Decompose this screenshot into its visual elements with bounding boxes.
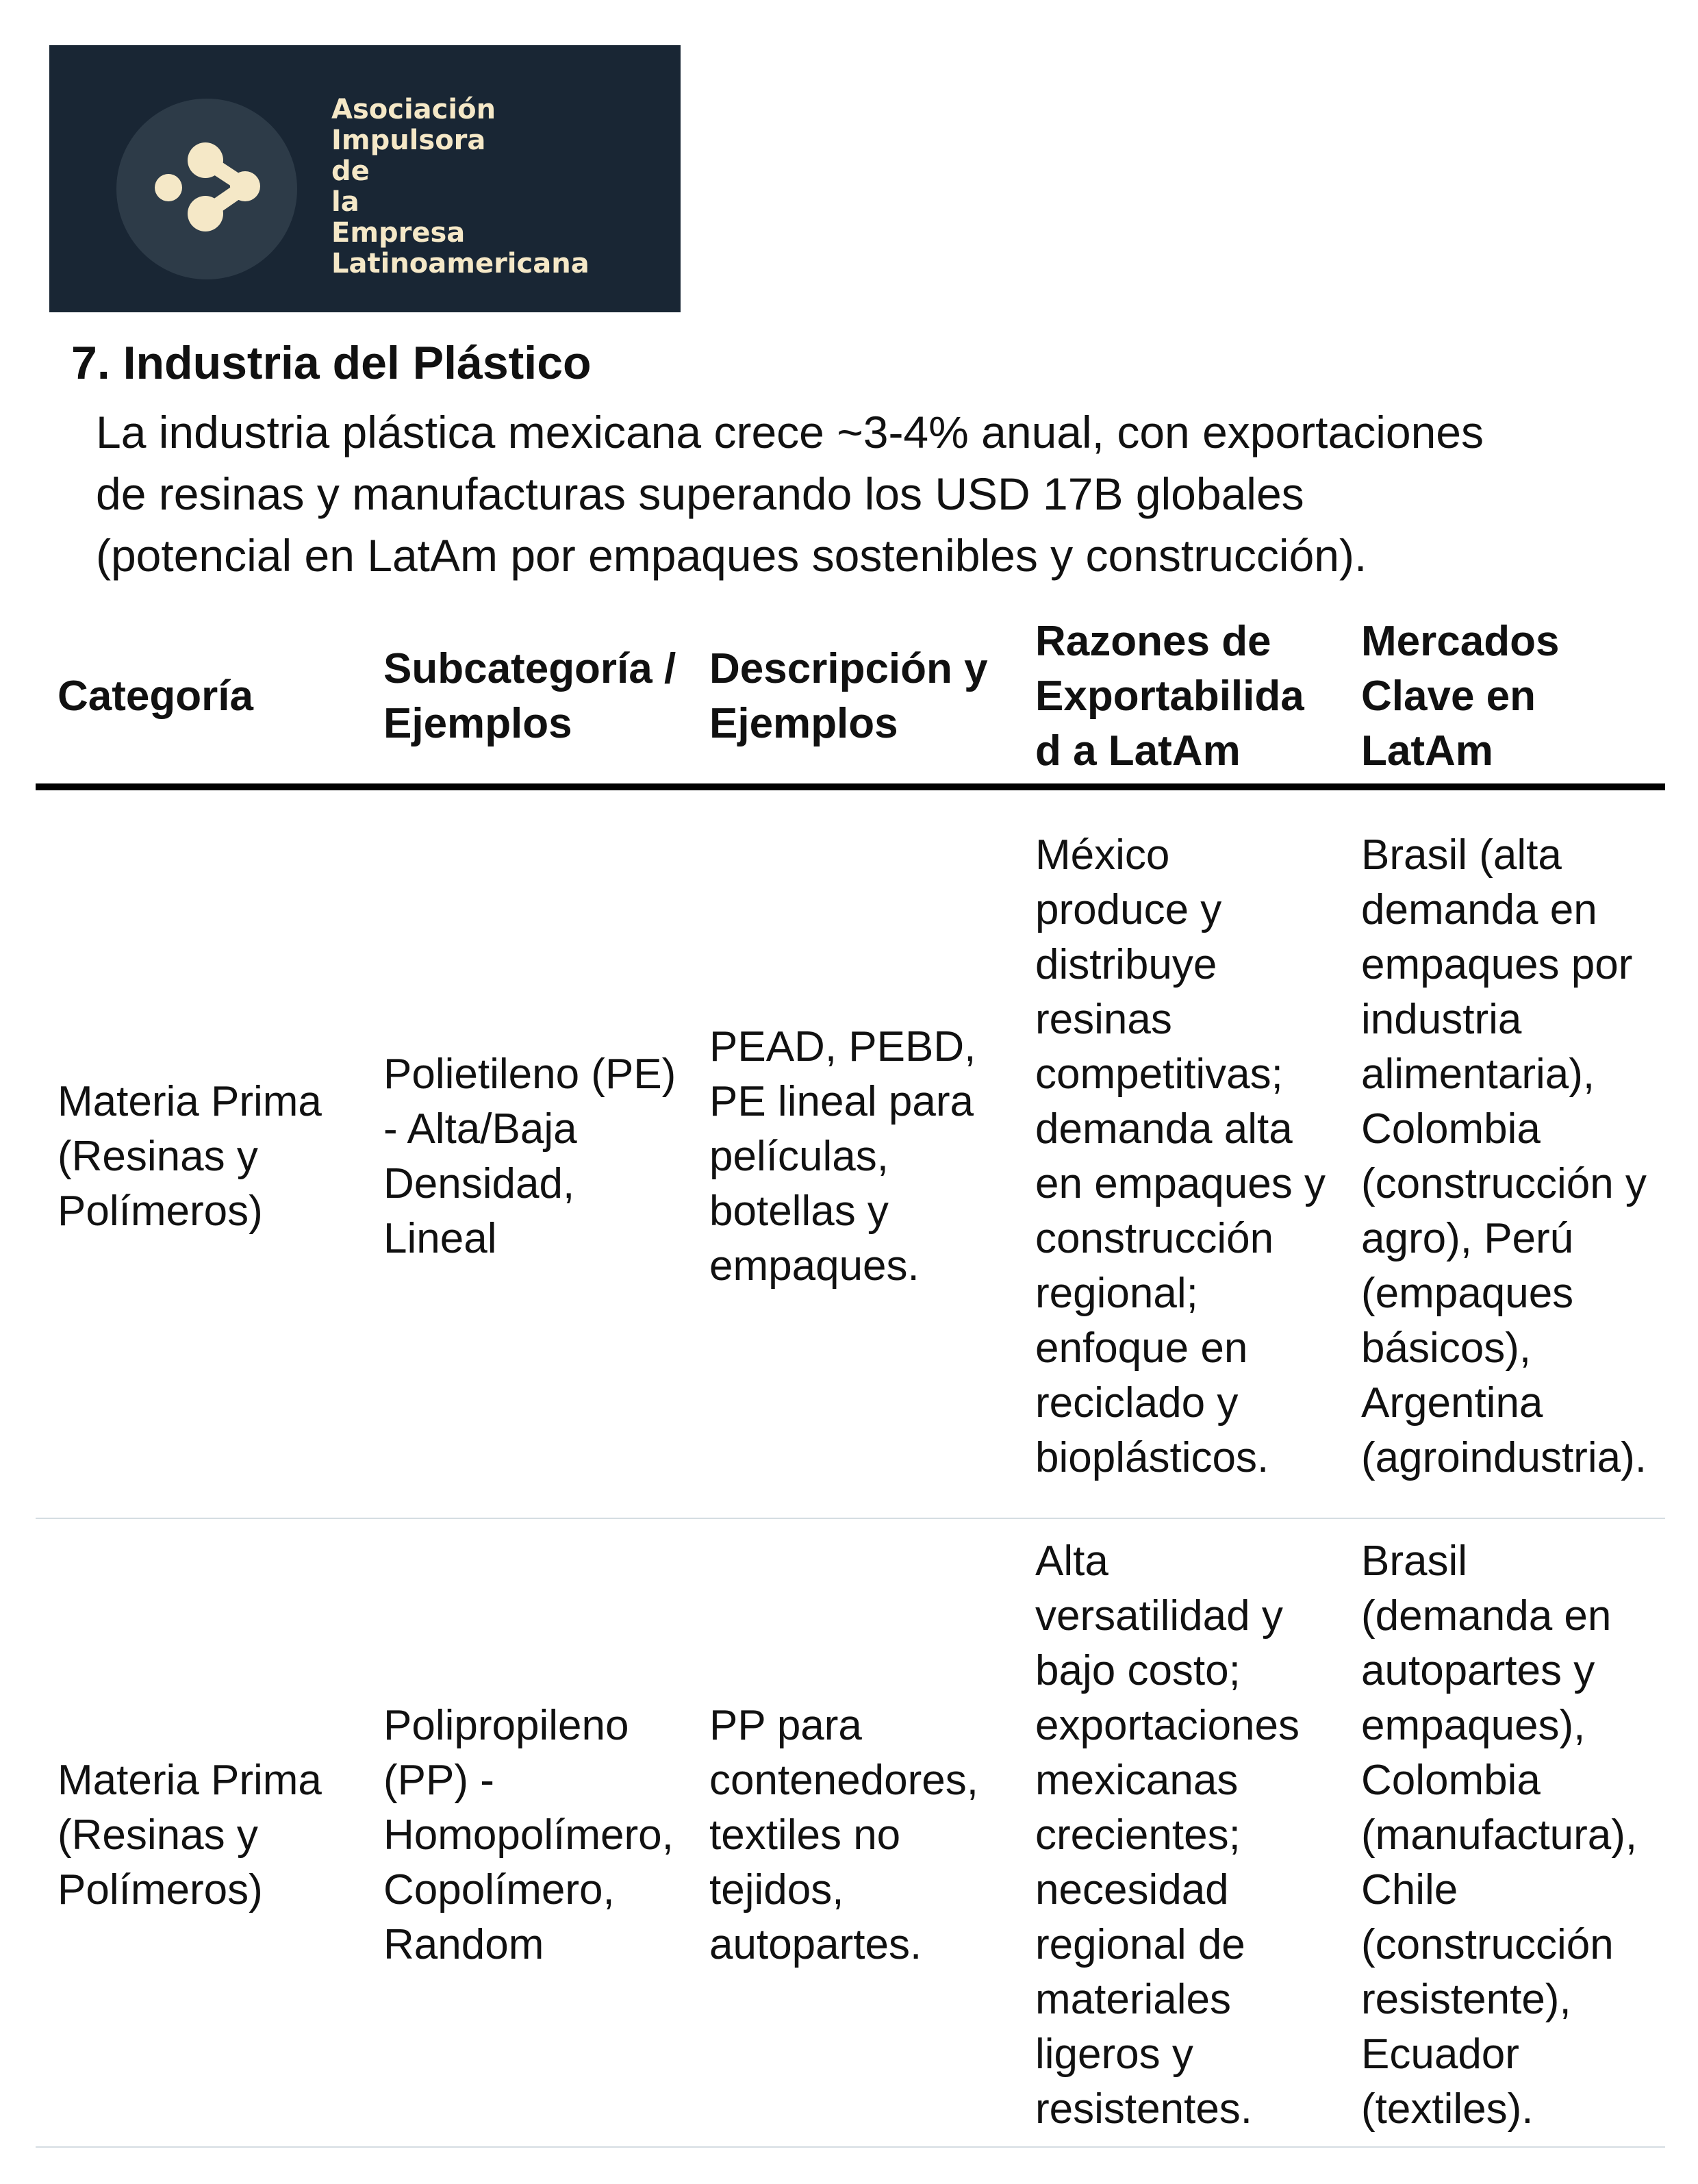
- cell-subcategoria: Polipropileno (PP) - Homopolímero, Copolímero, Random: [362, 1518, 687, 2147]
- intro-line: La industria plástica mexicana crece ~3-4% anual, con exportaciones: [96, 407, 1484, 457]
- cell-mercados: Brasil (demanda en autopartes y empaques), Colombia (manufactura), Chile (construcción resistente), Ecuador (textiles).: [1339, 1518, 1665, 2147]
- cell-categoria: Materia Prima (Resinas y Polímeros): [36, 787, 362, 1518]
- table-row: [36, 787, 1665, 1518]
- cell-subcategoria: Polietileno (PE) - Alta/Baja Densidad, Lineal: [362, 787, 687, 1518]
- cell-razones: México produce y distribuye resinas competitivas; demanda alta en empaques y construcción regional; enfoque en reciclado y bioplásticos.: [1013, 787, 1339, 1518]
- logo-line: Impulsora: [331, 125, 486, 156]
- cell-descripcion: PEAD, PEBD, PE lineal para películas, botellas y empaques.: [687, 787, 1013, 1518]
- logo-line: de: [331, 155, 370, 187]
- logo-line: la: [331, 186, 359, 218]
- header-razones: Razones de Exportabilidad a LatAm: [1013, 610, 1339, 787]
- section-title: 7. Industria del Plástico: [71, 337, 592, 389]
- organization-logo: [49, 45, 681, 312]
- header-mercados: Mercados Clave en LatAm: [1339, 610, 1665, 787]
- cell-razones: Alta versatilidad y bajo costo; exportaciones mexicanas crecientes; necesidad regional de materiales ligeros y resistentes.: [1013, 1518, 1339, 2147]
- intro-line: de resinas y manufacturas superando los USD 17B globales: [96, 468, 1304, 519]
- cell-categoria: Materia Prima (Resinas y Polímeros): [36, 1518, 362, 2147]
- header-descripcion: Descripción y Ejemplos: [687, 610, 1013, 787]
- logo-line: Asociación: [331, 94, 496, 125]
- table-header-row: [36, 610, 1665, 787]
- logo-wordmark: [331, 95, 590, 279]
- section-intro: [96, 401, 1677, 586]
- header-subcategoria: Subcategoría / Ejemplos: [362, 610, 687, 787]
- cell-mercados: Brasil (alta demanda en empaques por industria alimentaria), Colombia (construcción y agro), Perú (empaques básicos), Argentina (agroindustria).: [1339, 787, 1665, 1518]
- table-row: [36, 1518, 1665, 2147]
- logo-line: Empresa: [331, 217, 466, 249]
- header-categoria: Categoría: [36, 610, 362, 787]
- cell-descripcion: PP para contenedores, textiles no tejidos, autopartes.: [687, 1518, 1013, 2147]
- export-table: [36, 610, 1665, 2148]
- molecule-share-icon: [116, 99, 297, 279]
- logo-line: Latinoamericana: [331, 248, 590, 279]
- intro-line: (potencial en LatAm por empaques sostenibles y construcción).: [96, 530, 1367, 581]
- logo-emblem: [116, 99, 297, 279]
